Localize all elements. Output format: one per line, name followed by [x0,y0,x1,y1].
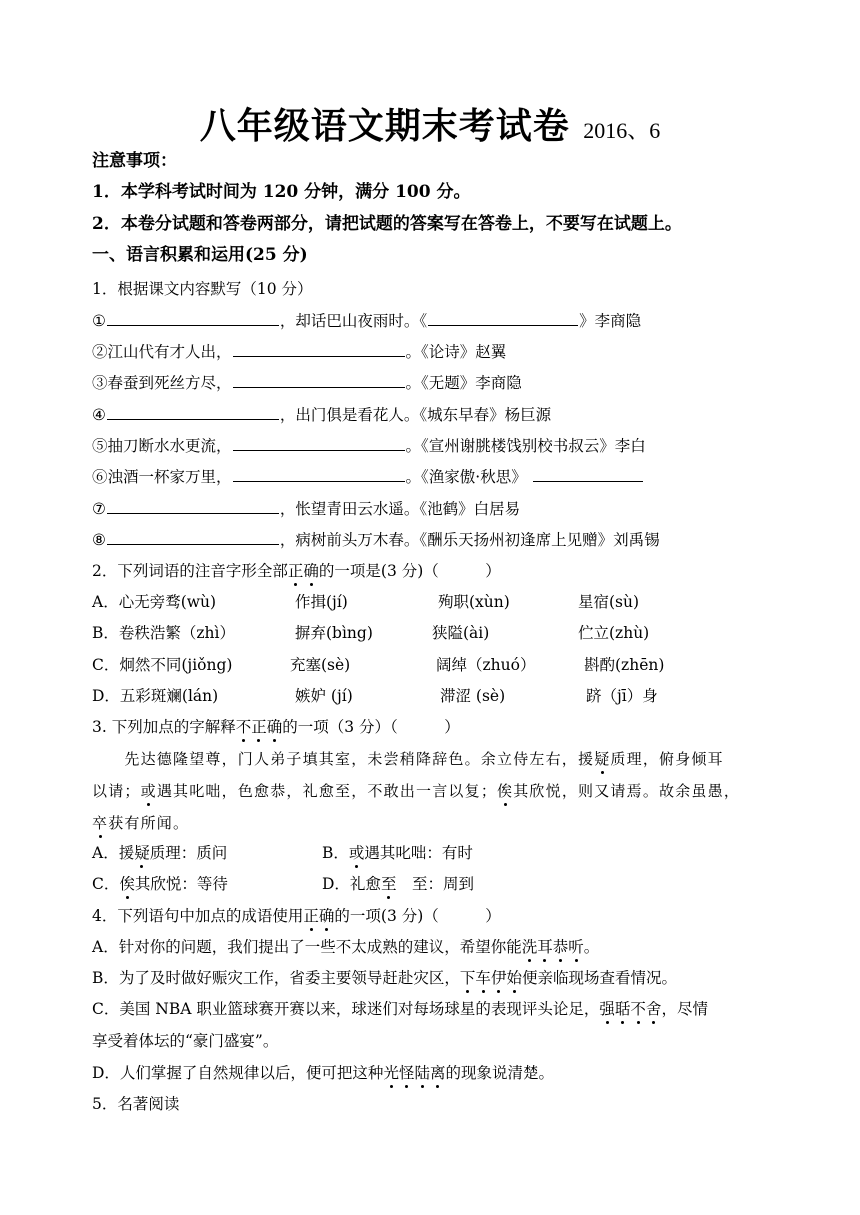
q2-option-a-2: 作揖(jí) [295,593,348,611]
q1-line-7-text: ，怅望青田云水遥。《池鹤》白居易 [279,500,521,518]
answer-blank[interactable] [233,465,405,482]
q1-line-2 [92,340,506,363]
dotted-char: 聒 [614,1000,631,1018]
passage-text: 以请； [92,782,141,800]
q1-line-6-text: ⑥浊酒一杯家万里， [92,468,232,486]
answer-blank[interactable] [533,465,643,482]
passage-text: 质理，俯身倾耳 [610,750,724,768]
q2-option-b-1: B．卷秩浩繁（zhì） [92,624,235,642]
q3-stem [92,716,460,738]
q2-option-c-4: 斟酌(zhēn) [584,656,665,674]
option-text: 遇其叱咄：有时 [364,844,473,862]
q1-line-3 [92,371,522,394]
dotted-char: 疑 [134,844,150,862]
dotted-char: 陆 [414,1064,430,1082]
q3-option-a [92,842,227,864]
answer-blank[interactable] [428,309,578,326]
passage-text: 其欣悦，则又请焉。故余虽愚， [513,782,741,800]
dotted-char: 疑 [594,750,611,768]
dotted-char: 正 [303,907,319,925]
page-title [0,98,860,149]
dotted-char: 确 [266,718,283,736]
option-text: ，尽情 [661,1000,708,1018]
q2-option-c-1: C．炯然不同(jiǒng) [92,656,233,674]
dotted-char: 卒 [92,814,109,832]
dotted-char: 始 [506,969,522,987]
q4-stem-tail: 的一项(3 分)（ ） [334,907,501,925]
passage-text: 获有所闻。 [108,814,190,832]
q1-line-6-source: 。《渔家傲·秋思》 [405,468,527,486]
q1-line-6 [92,465,644,488]
q3-passage-line-2 [92,780,740,802]
q1-line-7-num: ⑦ [92,500,106,518]
answer-blank[interactable] [107,528,279,545]
q1-line-7 [92,497,520,520]
q1-stem: 1．根据课文内容默写（10 分） [92,280,313,298]
answer-blank[interactable] [233,371,405,388]
q1-line-2-source: 。《论诗》赵翼 [405,343,507,361]
dotted-char: 不 [630,1000,646,1018]
dotted-char: 洗 [521,938,538,956]
q2-option-b-4: 伫立(zhù) [578,624,650,642]
q1-line-2-text: ②江山代有才人出， [92,343,232,361]
q2-option-a-1: A．心无旁骛(wù) [92,593,217,611]
q1-line-3-source: 。《无题》李商隐 [405,374,522,392]
q1-line-4 [92,403,551,426]
passage-text: 遇其叱咄，色愈恭，礼愈至，不敢出一言以复； [156,782,498,800]
notes-item-2: 2．本卷分试题和答卷两部分，请把试题的答案写在答卷上，不要写在试题上。 [92,214,682,234]
q2-option-d-2: 嫉妒 (jí) [295,687,353,705]
title-main: 八年级语文期末考试卷 [199,105,570,147]
option-text: D．礼愈 [322,875,381,893]
answer-blank[interactable] [233,434,405,451]
option-text: B．为了及时做好赈灾工作，省委主要领导赶赴灾区， [92,969,460,987]
q1-line-8 [92,528,660,551]
q4-option-c-cont: 享受着体坛的“豪门盛宴”。 [92,1032,279,1050]
option-text: B． [322,844,349,862]
q2-option-a-4: 星宿(sù) [578,593,640,611]
dotted-char: 俟 [497,782,514,800]
dotted-char: 下 [459,969,476,987]
q1-line-4-num: ④ [92,406,106,424]
option-text: D．人们掌握了自然规律以后，便可把这种 [92,1064,384,1082]
q3-option-b [322,842,473,864]
q1-line-8-text: ，病树前头万木春。《酬乐天扬州初逢席上见赠》刘禹锡 [279,531,660,549]
answer-blank[interactable] [107,403,279,420]
dotted-char: 耳 [537,938,553,956]
q2-option-d-3: 滞涩 (sè) [440,687,506,705]
q2-option-c-2: 充塞(sè) [290,656,351,674]
q2-stem [92,560,501,582]
dotted-char: 听 [568,938,584,956]
q3-stem-text: 3. 下列加点的字解释 [92,718,236,736]
option-text: C． [92,875,120,893]
option-text: 至：周到 [396,875,474,893]
dotted-idiom [383,1064,445,1082]
answer-blank[interactable] [107,497,279,514]
q4-stem [92,905,501,927]
option-text: C．美国 NBA 职业篮球赛开赛以来，球迷们对每场球星的表现评头论足， [92,1000,600,1018]
dotted-char: 俟 [119,875,135,893]
q1-line-1 [92,309,641,332]
dotted-char: 确 [303,562,319,580]
q3-option-d [322,873,474,895]
q2-option-d-4: 跻（jī）身 [586,687,658,705]
dotted-char: 正 [251,718,267,736]
dotted-char: 或 [140,782,157,800]
notes-heading: 注意事项： [92,151,177,171]
q1-line-5-text: ⑤抽刀断水水更流， [92,437,232,455]
dotted-char: 正 [287,562,304,580]
option-text: 便亲临现场查看情况。 [521,969,677,987]
option-text: A．针对你的问题，我们提出了一些不太成熟的建议，希望你能 [92,938,522,956]
q1-line-1-author: 》李商隐 [579,312,642,330]
q4-option-c [92,998,708,1020]
q2-option-b-3: 狭隘(ài) [432,624,490,642]
q3-option-c [92,873,228,895]
q2-option-b-2: 摒弃(bìng) [295,624,373,642]
dotted-char: 舍 [645,1000,662,1018]
passage-text: 先达德隆望尊，门人弟子填其室，未尝稍降辞色。余立侍左右，援 [92,750,595,768]
dotted-char: 确 [318,907,335,925]
q1-line-5 [92,434,646,457]
title-date: 2016、6 [583,118,661,143]
q3-passage-line-1 [92,748,724,770]
notes-item-1: 1．本学科考试时间为 120 分钟，满分 100 分。 [92,182,471,202]
q2-option-d-1: D．五彩斑斓(lán) [92,687,219,705]
section-1-heading: 一、语言积累和运用(25 分) [92,245,308,265]
q1-line-5-source: 。《宣州谢朓楼饯别校书叔云》李白 [405,437,646,455]
q1-line-1-text: ，却话巴山夜雨时。《 [279,312,428,330]
dotted-char: 强 [599,1000,615,1018]
dotted-char: 车 [475,969,491,987]
dotted-char: 或 [348,844,365,862]
q1-line-3-text: ③春蚕到死丝方尽， [92,374,232,392]
dotted-char: 不 [235,718,252,736]
q4-stem-text: 4．下列语句中加点的成语使用 [92,907,304,925]
dotted-char: 离 [429,1064,446,1082]
dotted-char: 至 [380,875,397,893]
q2-option-a-3: 殉职(xùn) [438,593,510,611]
answer-blank[interactable] [107,309,279,326]
q2-stem-tail: 的一项是(3 分)（ ） [318,562,501,580]
q4-option-b [92,967,677,989]
option-text: A．援 [92,844,135,862]
q2-option-c-3: 阔绰（zhuó） [436,656,536,674]
option-text: 的现象说清楚。 [445,1064,555,1082]
dotted-char: 伊 [490,969,507,987]
option-text: 质理：质问 [149,844,228,862]
dotted-idiom [522,938,584,956]
option-text: 。 [583,938,600,956]
q3-stem-tail: 的一项（3 分）（ ） [282,718,460,736]
q2-stem-text: 2．下列词语的注音字形全部 [92,562,288,580]
q4-option-d [92,1062,554,1084]
q3-passage-line-3 [92,812,189,834]
q1-line-1-num: ① [92,312,106,330]
dotted-char: 恭 [552,938,569,956]
option-text: 其欣悦：等待 [134,875,228,893]
dotted-idiom [460,969,522,987]
dotted-idiom [599,1000,661,1018]
answer-blank[interactable] [233,340,405,357]
q1-line-4-text: ，出门俱是看花人。《城东早春》杨巨源 [279,406,552,424]
q4-option-a [92,936,599,958]
dotted-char: 怪 [398,1064,415,1082]
q5-stem: 5．名著阅读 [92,1095,180,1113]
dotted-char: 光 [383,1064,399,1082]
q1-line-8-num: ⑧ [92,531,106,549]
